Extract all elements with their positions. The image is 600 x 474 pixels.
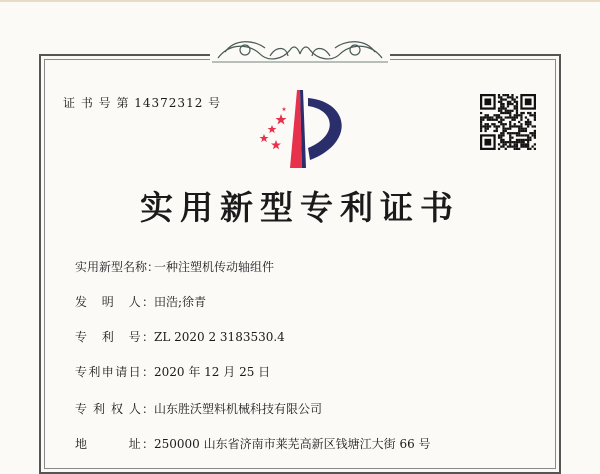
qr-module	[520, 128, 522, 130]
qr-module	[516, 96, 518, 98]
qr-module	[523, 146, 525, 148]
qr-module	[484, 130, 486, 132]
qr-module	[505, 112, 507, 114]
qr-module	[516, 125, 518, 127]
qr-module	[500, 105, 502, 107]
qr-module	[511, 98, 513, 100]
qr-module	[518, 148, 520, 150]
qr-module	[502, 134, 504, 136]
qr-module	[507, 112, 509, 114]
qr-module	[518, 121, 520, 123]
qr-module	[523, 141, 525, 143]
qr-module	[509, 112, 511, 114]
qr-module	[480, 123, 482, 125]
qr-module	[527, 119, 529, 121]
qr-module	[498, 94, 500, 96]
qr-module	[505, 110, 507, 112]
qr-module	[507, 110, 509, 112]
field-value: ZL 2020 2 3183530.4	[154, 330, 285, 344]
qr-module	[480, 130, 482, 132]
qr-module	[534, 148, 536, 150]
qr-module	[518, 128, 520, 130]
qr-module	[502, 130, 504, 132]
qr-module	[500, 141, 502, 143]
qr-module	[498, 137, 500, 139]
qr-module	[514, 123, 516, 125]
qr-module	[509, 137, 511, 139]
qr-module	[511, 96, 513, 98]
qr-module	[493, 125, 495, 127]
qr-module	[525, 121, 527, 123]
qr-module	[527, 146, 529, 148]
field-patentee	[75, 400, 322, 417]
qr-module	[527, 123, 529, 125]
qr-module	[480, 128, 482, 130]
qr-module	[489, 119, 491, 121]
qr-module	[518, 114, 520, 116]
qr-module	[527, 137, 529, 139]
qr-module	[534, 112, 536, 114]
qr-module	[518, 130, 520, 132]
qr-module	[514, 101, 516, 103]
qr-module	[523, 130, 525, 132]
qr-module	[520, 116, 522, 118]
qr-module	[516, 103, 518, 105]
qr-module	[498, 116, 500, 118]
qr-module	[500, 139, 502, 141]
qr-module	[505, 98, 507, 100]
qr-module	[529, 114, 531, 116]
qr-module	[498, 148, 500, 150]
qr-module	[502, 94, 504, 96]
qr-module	[516, 143, 518, 145]
qr-module	[514, 141, 516, 143]
qr-module	[507, 94, 509, 96]
qr-code-icon[interactable]	[480, 94, 536, 150]
qr-module	[500, 123, 502, 125]
qr-module	[498, 96, 500, 98]
qr-module	[525, 128, 527, 130]
qr-module	[514, 148, 516, 150]
qr-module	[480, 121, 482, 123]
qr-module	[502, 132, 504, 134]
qr-module	[480, 119, 482, 121]
qr-module	[527, 112, 529, 114]
qr-module	[525, 123, 527, 125]
qr-module	[511, 125, 513, 127]
qr-module	[505, 141, 507, 143]
qr-module	[493, 119, 495, 121]
qr-module	[500, 112, 502, 114]
qr-module	[523, 143, 525, 145]
qr-module	[525, 143, 527, 145]
qr-module	[529, 137, 531, 139]
qr-module	[518, 141, 520, 143]
qr-module	[505, 107, 507, 109]
qr-module	[520, 143, 522, 145]
qr-module	[491, 116, 493, 118]
qr-module	[518, 125, 520, 127]
qr-module	[511, 141, 513, 143]
qr-module	[500, 116, 502, 118]
qr-module	[505, 130, 507, 132]
qr-module	[532, 132, 534, 134]
qr-module	[532, 146, 534, 148]
qr-module	[532, 134, 534, 136]
qr-module	[502, 123, 504, 125]
qr-module	[498, 134, 500, 136]
qr-module	[491, 123, 493, 125]
qr-module	[518, 134, 520, 136]
qr-module	[507, 101, 509, 103]
qr-module	[507, 146, 509, 148]
field-value: 2020 年 12 月 25 日	[154, 365, 271, 379]
qr-module	[489, 116, 491, 118]
qr-module	[520, 125, 522, 127]
qr-module	[520, 112, 522, 114]
qr-module	[509, 132, 511, 134]
qr-module	[509, 116, 511, 118]
qr-module	[511, 132, 513, 134]
qr-module	[502, 107, 504, 109]
qr-module	[489, 125, 491, 127]
qr-module	[518, 139, 520, 141]
qr-module	[500, 121, 502, 123]
qr-module	[527, 141, 529, 143]
qr-module	[514, 119, 516, 121]
qr-module	[502, 105, 504, 107]
qr-module	[534, 137, 536, 139]
qr-module	[534, 116, 536, 118]
qr-module	[482, 125, 484, 127]
qr-module	[502, 141, 504, 143]
qr-module	[527, 125, 529, 127]
qr-module	[514, 125, 516, 127]
qr-finder	[484, 98, 491, 105]
qr-module	[496, 125, 498, 127]
qr-module	[532, 125, 534, 127]
qr-module	[505, 143, 507, 145]
qr-module	[534, 130, 536, 132]
qr-module	[500, 103, 502, 105]
qr-module	[511, 137, 513, 139]
field-patent-number	[75, 328, 285, 345]
qr-module	[487, 119, 489, 121]
qr-module	[496, 128, 498, 130]
qr-module	[500, 98, 502, 100]
field-label: 专利申请日：	[75, 365, 154, 379]
qr-module	[507, 96, 509, 98]
qr-module	[498, 143, 500, 145]
qr-module	[500, 137, 502, 139]
qr-module	[507, 132, 509, 134]
qr-module	[514, 98, 516, 100]
top-band	[0, 0, 600, 2]
qr-module	[516, 139, 518, 141]
qr-module	[516, 146, 518, 148]
qr-module	[509, 146, 511, 148]
qr-module	[509, 128, 511, 130]
field-value: 田浩;徐青	[154, 295, 207, 309]
qr-module	[525, 116, 527, 118]
qr-module	[509, 125, 511, 127]
patent-office-logo-icon	[250, 88, 350, 170]
qr-module	[520, 146, 522, 148]
qr-module	[525, 130, 527, 132]
qr-module	[514, 116, 516, 118]
qr-module	[520, 114, 522, 116]
qr-module	[529, 148, 531, 150]
qr-module	[484, 123, 486, 125]
qr-module	[534, 134, 536, 136]
qr-module	[534, 125, 536, 127]
qr-module	[520, 130, 522, 132]
qr-module	[527, 139, 529, 141]
qr-module	[516, 148, 518, 150]
qr-module	[498, 125, 500, 127]
qr-module	[511, 119, 513, 121]
field-address	[75, 435, 431, 452]
qr-module	[516, 112, 518, 114]
qr-module	[516, 105, 518, 107]
qr-module	[534, 114, 536, 116]
qr-module	[487, 128, 489, 130]
qr-module	[509, 123, 511, 125]
qr-module	[527, 148, 529, 150]
qr-module	[520, 134, 522, 136]
qr-module	[529, 139, 531, 141]
qr-module	[514, 146, 516, 148]
qr-module	[516, 110, 518, 112]
qr-module	[487, 125, 489, 127]
qr-module	[525, 139, 527, 141]
certificate-number: 证 书 号 第 14372312 号	[63, 96, 222, 110]
qr-module	[509, 103, 511, 105]
qr-module	[529, 123, 531, 125]
qr-module	[516, 107, 518, 109]
qr-module	[500, 132, 502, 134]
qr-module	[487, 123, 489, 125]
qr-module	[507, 141, 509, 143]
qr-module	[509, 121, 511, 123]
qr-module	[511, 110, 513, 112]
certificate-title: 实用新型专利证书	[140, 188, 460, 227]
qr-module	[487, 114, 489, 116]
qr-module	[523, 128, 525, 130]
qr-module	[502, 119, 504, 121]
qr-module	[493, 123, 495, 125]
field-label: 专 利 号：	[75, 330, 154, 344]
qr-module	[500, 134, 502, 136]
field-value: 一种注塑机传动轴组件	[154, 260, 275, 274]
qr-module	[500, 107, 502, 109]
qr-module	[491, 119, 493, 121]
field-label: 地 址：	[75, 437, 154, 451]
qr-module	[505, 128, 507, 130]
qr-module	[516, 101, 518, 103]
qr-module	[498, 107, 500, 109]
qr-module	[509, 139, 511, 141]
qr-module	[484, 114, 486, 116]
qr-module	[520, 139, 522, 141]
qr-module	[500, 119, 502, 121]
qr-module	[505, 116, 507, 118]
qr-module	[523, 134, 525, 136]
qr-module	[496, 119, 498, 121]
qr-module	[507, 128, 509, 130]
qr-module	[514, 143, 516, 145]
qr-module	[502, 112, 504, 114]
qr-module	[511, 94, 513, 96]
field-value: 250000 山东省济南市莱芜高新区钱塘江大街 66 号	[154, 437, 431, 451]
qr-module	[496, 114, 498, 116]
qr-module	[500, 101, 502, 103]
qr-module	[502, 139, 504, 141]
qr-module	[525, 146, 527, 148]
qr-module	[493, 114, 495, 116]
qr-module	[525, 134, 527, 136]
border-ornament-icon	[210, 34, 390, 66]
qr-module	[480, 116, 482, 118]
qr-module	[500, 146, 502, 148]
qr-module	[487, 116, 489, 118]
qr-module	[500, 110, 502, 112]
qr-module	[484, 128, 486, 130]
qr-module	[514, 132, 516, 134]
qr-module	[496, 116, 498, 118]
qr-module	[505, 148, 507, 150]
qr-module	[518, 132, 520, 134]
field-inventors	[75, 293, 206, 310]
qr-module	[509, 143, 511, 145]
qr-module	[509, 134, 511, 136]
qr-module	[532, 114, 534, 116]
qr-finder	[484, 139, 491, 146]
qr-module	[484, 125, 486, 127]
qr-module	[516, 141, 518, 143]
qr-module	[514, 107, 516, 109]
qr-module	[507, 105, 509, 107]
qr-module	[502, 103, 504, 105]
qr-module	[516, 114, 518, 116]
qr-module	[520, 141, 522, 143]
qr-module	[507, 103, 509, 105]
qr-module	[507, 116, 509, 118]
field-value: 山东胜沃塑料机械科技有限公司	[154, 402, 323, 416]
qr-module	[529, 112, 531, 114]
field-label: 发 明 人：	[75, 295, 154, 309]
field-label: 专 利 权 人：	[75, 402, 154, 416]
field-utility-model-name	[75, 258, 274, 275]
qr-module	[520, 123, 522, 125]
qr-module	[502, 125, 504, 127]
qr-module	[511, 146, 513, 148]
qr-module	[529, 132, 531, 134]
qr-module	[500, 96, 502, 98]
qr-module	[520, 119, 522, 121]
qr-module	[527, 121, 529, 123]
qr-module	[482, 119, 484, 121]
qr-module	[509, 114, 511, 116]
qr-module	[509, 96, 511, 98]
qr-module	[527, 143, 529, 145]
field-application-date	[75, 363, 270, 380]
qr-module	[509, 141, 511, 143]
qr-module	[509, 110, 511, 112]
qr-module	[498, 114, 500, 116]
qr-module	[505, 123, 507, 125]
qr-module	[498, 121, 500, 123]
qr-module	[511, 103, 513, 105]
qr-module	[498, 101, 500, 103]
qr-module	[534, 132, 536, 134]
qr-module	[484, 116, 486, 118]
qr-module	[493, 130, 495, 132]
qr-module	[534, 119, 536, 121]
qr-module	[509, 101, 511, 103]
qr-module	[511, 116, 513, 118]
qr-module	[529, 121, 531, 123]
qr-module	[523, 112, 525, 114]
qr-module	[502, 128, 504, 130]
qr-module	[527, 134, 529, 136]
qr-module	[534, 143, 536, 145]
field-label: 实用新型名称：	[75, 260, 160, 274]
qr-module	[514, 105, 516, 107]
qr-module	[516, 132, 518, 134]
qr-module	[480, 112, 482, 114]
qr-module	[516, 116, 518, 118]
qr-module	[505, 94, 507, 96]
qr-module	[502, 98, 504, 100]
qr-module	[480, 125, 482, 127]
qr-finder	[525, 98, 532, 105]
qr-module	[514, 114, 516, 116]
qr-module	[482, 116, 484, 118]
qr-module	[498, 110, 500, 112]
qr-module	[523, 139, 525, 141]
qr-module	[496, 130, 498, 132]
qr-module	[502, 146, 504, 148]
qr-module	[516, 134, 518, 136]
qr-module	[502, 143, 504, 145]
